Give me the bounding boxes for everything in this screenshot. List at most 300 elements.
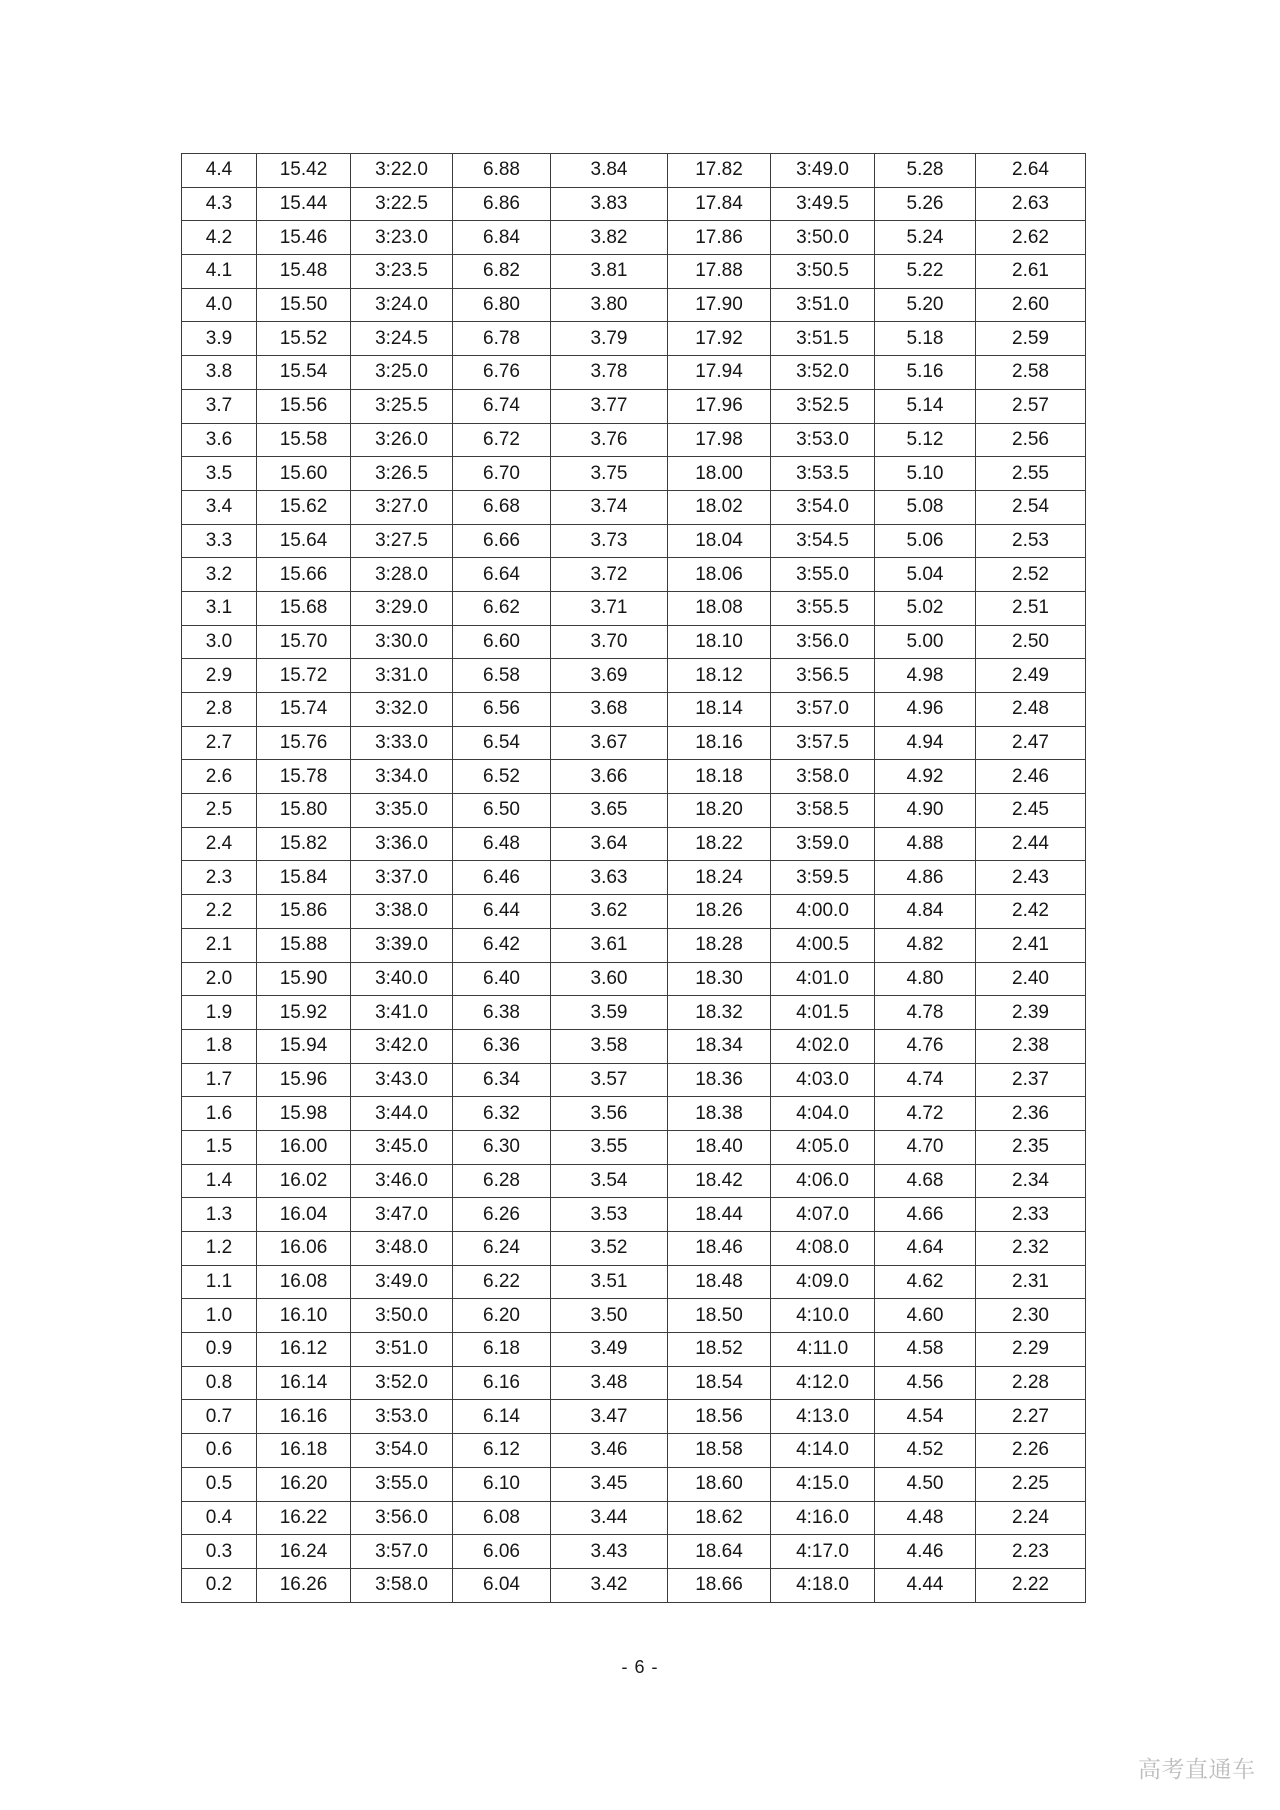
table-cell: 3.75 xyxy=(551,457,668,491)
table-row xyxy=(182,625,1086,659)
table-cell: 3.69 xyxy=(551,659,668,693)
table-cell: 3.59 xyxy=(551,996,668,1030)
table-cell: 18.48 xyxy=(668,1265,771,1299)
table-cell: 15.84 xyxy=(257,861,351,895)
table-cell: 3:24.5 xyxy=(351,322,453,356)
table-cell: 3.46 xyxy=(551,1434,668,1468)
table-cell: 18.26 xyxy=(668,895,771,929)
table-cell: 18.10 xyxy=(668,625,771,659)
table-cell: 18.52 xyxy=(668,1333,771,1367)
table-cell: 4.64 xyxy=(875,1232,976,1266)
table-cell: 2.54 xyxy=(976,490,1086,524)
table-cell: 6.44 xyxy=(453,895,551,929)
table-cell: 15.90 xyxy=(257,962,351,996)
table-cell: 4.56 xyxy=(875,1366,976,1400)
score-table-body xyxy=(182,154,1086,1603)
table-cell: 5.22 xyxy=(875,255,976,289)
table-cell: 2.31 xyxy=(976,1265,1086,1299)
table-cell: 6.46 xyxy=(453,861,551,895)
table-row xyxy=(182,558,1086,592)
table-cell: 3.64 xyxy=(551,827,668,861)
table-cell: 5.16 xyxy=(875,356,976,390)
table-cell: 18.42 xyxy=(668,1164,771,1198)
table-cell: 3:52.0 xyxy=(351,1366,453,1400)
table-cell: 4:01.5 xyxy=(771,996,875,1030)
table-cell: 2.56 xyxy=(976,423,1086,457)
table-cell: 6.56 xyxy=(453,693,551,727)
table-cell: 3:26.0 xyxy=(351,423,453,457)
table-cell: 3:42.0 xyxy=(351,1029,453,1063)
table-cell: 3.72 xyxy=(551,558,668,592)
table-cell: 3:32.0 xyxy=(351,693,453,727)
table-row xyxy=(182,524,1086,558)
table-cell: 15.66 xyxy=(257,558,351,592)
watermark-text: 高考直通车 xyxy=(1138,1756,1256,1782)
table-cell: 4.46 xyxy=(875,1535,976,1569)
table-cell: 18.62 xyxy=(668,1501,771,1535)
table-cell: 16.12 xyxy=(257,1333,351,1367)
table-row xyxy=(182,760,1086,794)
table-cell: 18.22 xyxy=(668,827,771,861)
table-cell: 4.92 xyxy=(875,760,976,794)
table-cell: 17.84 xyxy=(668,187,771,221)
table-cell: 18.60 xyxy=(668,1467,771,1501)
table-cell: 3.61 xyxy=(551,928,668,962)
table-row xyxy=(182,794,1086,828)
table-cell: 3.76 xyxy=(551,423,668,457)
table-cell: 18.38 xyxy=(668,1097,771,1131)
table-cell: 3:51.0 xyxy=(771,288,875,322)
table-cell: 1.9 xyxy=(182,996,257,1030)
table-cell: 15.82 xyxy=(257,827,351,861)
table-cell: 2.50 xyxy=(976,625,1086,659)
table-cell: 3:35.0 xyxy=(351,794,453,828)
table-cell: 18.02 xyxy=(668,490,771,524)
table-cell: 18.18 xyxy=(668,760,771,794)
table-cell: 0.9 xyxy=(182,1333,257,1367)
table-cell: 3:55.0 xyxy=(351,1467,453,1501)
table-row xyxy=(182,659,1086,693)
table-cell: 3.8 xyxy=(182,356,257,390)
table-cell: 2.55 xyxy=(976,457,1086,491)
table-cell: 3:53.5 xyxy=(771,457,875,491)
table-cell: 3:30.0 xyxy=(351,625,453,659)
table-cell: 16.04 xyxy=(257,1198,351,1232)
table-cell: 4:10.0 xyxy=(771,1299,875,1333)
table-cell: 4.88 xyxy=(875,827,976,861)
table-cell: 4.60 xyxy=(875,1299,976,1333)
table-cell: 1.6 xyxy=(182,1097,257,1131)
table-cell: 3:53.0 xyxy=(351,1400,453,1434)
table-cell: 6.20 xyxy=(453,1299,551,1333)
table-cell: 18.54 xyxy=(668,1366,771,1400)
table-cell: 1.0 xyxy=(182,1299,257,1333)
table-cell: 18.64 xyxy=(668,1535,771,1569)
table-cell: 18.34 xyxy=(668,1029,771,1063)
table-cell: 15.46 xyxy=(257,221,351,255)
table-cell: 4:02.0 xyxy=(771,1029,875,1063)
table-cell: 3:28.0 xyxy=(351,558,453,592)
table-cell: 3:47.0 xyxy=(351,1198,453,1232)
table-cell: 17.88 xyxy=(668,255,771,289)
table-cell: 6.28 xyxy=(453,1164,551,1198)
table-row xyxy=(182,154,1086,188)
table-cell: 15.48 xyxy=(257,255,351,289)
table-cell: 6.66 xyxy=(453,524,551,558)
table-cell: 17.94 xyxy=(668,356,771,390)
table-cell: 6.48 xyxy=(453,827,551,861)
table-cell: 5.00 xyxy=(875,625,976,659)
table-cell: 4:11.0 xyxy=(771,1333,875,1367)
table-cell: 3.73 xyxy=(551,524,668,558)
table-cell: 3:39.0 xyxy=(351,928,453,962)
table-row xyxy=(182,895,1086,929)
table-cell: 15.68 xyxy=(257,591,351,625)
table-cell: 6.38 xyxy=(453,996,551,1030)
table-cell: 5.24 xyxy=(875,221,976,255)
table-row xyxy=(182,322,1086,356)
page-number: - 6 - xyxy=(621,1657,659,1677)
table-cell: 4.80 xyxy=(875,962,976,996)
table-cell: 3.62 xyxy=(551,895,668,929)
table-cell: 6.14 xyxy=(453,1400,551,1434)
table-cell: 17.90 xyxy=(668,288,771,322)
table-cell: 4.94 xyxy=(875,726,976,760)
table-cell: 18.66 xyxy=(668,1568,771,1602)
table-row xyxy=(182,693,1086,727)
table-row xyxy=(182,928,1086,962)
table-cell: 6.42 xyxy=(453,928,551,962)
table-cell: 4.82 xyxy=(875,928,976,962)
table-cell: 3:59.5 xyxy=(771,861,875,895)
table-cell: 15.56 xyxy=(257,389,351,423)
table-cell: 3:54.5 xyxy=(771,524,875,558)
table-row xyxy=(182,1130,1086,1164)
table-cell: 2.1 xyxy=(182,928,257,962)
table-cell: 3.71 xyxy=(551,591,668,625)
score-table xyxy=(181,153,1086,1603)
table-cell: 4.52 xyxy=(875,1434,976,1468)
table-cell: 3:44.0 xyxy=(351,1097,453,1131)
table-cell: 3.70 xyxy=(551,625,668,659)
table-cell: 1.3 xyxy=(182,1198,257,1232)
table-cell: 2.51 xyxy=(976,591,1086,625)
table-cell: 3.63 xyxy=(551,861,668,895)
table-cell: 1.4 xyxy=(182,1164,257,1198)
table-cell: 18.46 xyxy=(668,1232,771,1266)
table-cell: 4.1 xyxy=(182,255,257,289)
table-cell: 3.82 xyxy=(551,221,668,255)
table-cell: 3:27.5 xyxy=(351,524,453,558)
table-cell: 3:56.0 xyxy=(771,625,875,659)
table-cell: 4.78 xyxy=(875,996,976,1030)
table-cell: 3:57.0 xyxy=(351,1535,453,1569)
table-cell: 3.84 xyxy=(551,154,668,188)
table-cell: 5.04 xyxy=(875,558,976,592)
table-cell: 2.64 xyxy=(976,154,1086,188)
table-cell: 3:51.0 xyxy=(351,1333,453,1367)
table-cell: 15.60 xyxy=(257,457,351,491)
table-cell: 3:41.0 xyxy=(351,996,453,1030)
table-cell: 0.4 xyxy=(182,1501,257,1535)
table-cell: 4.96 xyxy=(875,693,976,727)
table-cell: 2.33 xyxy=(976,1198,1086,1232)
table-cell: 3.57 xyxy=(551,1063,668,1097)
table-cell: 6.52 xyxy=(453,760,551,794)
table-cell: 3.2 xyxy=(182,558,257,592)
table-row xyxy=(182,1063,1086,1097)
table-cell: 15.74 xyxy=(257,693,351,727)
table-cell: 18.40 xyxy=(668,1130,771,1164)
table-cell: 18.32 xyxy=(668,996,771,1030)
table-cell: 2.48 xyxy=(976,693,1086,727)
table-cell: 2.24 xyxy=(976,1501,1086,1535)
table-cell: 3:58.0 xyxy=(351,1568,453,1602)
table-cell: 16.22 xyxy=(257,1501,351,1535)
table-cell: 4:16.0 xyxy=(771,1501,875,1535)
table-cell: 5.18 xyxy=(875,322,976,356)
table-cell: 2.32 xyxy=(976,1232,1086,1266)
table-cell: 4:09.0 xyxy=(771,1265,875,1299)
table-row xyxy=(182,1568,1086,1602)
table-cell: 18.58 xyxy=(668,1434,771,1468)
table-cell: 3.67 xyxy=(551,726,668,760)
table-cell: 3:54.0 xyxy=(351,1434,453,1468)
table-row xyxy=(182,1097,1086,1131)
table-cell: 17.82 xyxy=(668,154,771,188)
table-cell: 3.51 xyxy=(551,1265,668,1299)
table-cell: 3:25.0 xyxy=(351,356,453,390)
table-cell: 6.10 xyxy=(453,1467,551,1501)
table-cell: 0.7 xyxy=(182,1400,257,1434)
table-cell: 15.96 xyxy=(257,1063,351,1097)
table-cell: 4.50 xyxy=(875,1467,976,1501)
table-cell: 3:46.0 xyxy=(351,1164,453,1198)
table-cell: 3:49.5 xyxy=(771,187,875,221)
table-cell: 6.60 xyxy=(453,625,551,659)
table-cell: 16.08 xyxy=(257,1265,351,1299)
table-cell: 2.42 xyxy=(976,895,1086,929)
table-cell: 3:55.5 xyxy=(771,591,875,625)
table-cell: 3.3 xyxy=(182,524,257,558)
table-cell: 4:00.0 xyxy=(771,895,875,929)
table-row xyxy=(182,827,1086,861)
table-row xyxy=(182,861,1086,895)
table-cell: 2.47 xyxy=(976,726,1086,760)
table-cell: 5.02 xyxy=(875,591,976,625)
table-cell: 5.06 xyxy=(875,524,976,558)
table-row xyxy=(182,1501,1086,1535)
table-cell: 5.08 xyxy=(875,490,976,524)
table-cell: 3:37.0 xyxy=(351,861,453,895)
table-cell: 4:17.0 xyxy=(771,1535,875,1569)
table-row xyxy=(182,1535,1086,1569)
table-cell: 3:22.5 xyxy=(351,187,453,221)
table-cell: 4.98 xyxy=(875,659,976,693)
table-cell: 6.88 xyxy=(453,154,551,188)
table-cell: 15.52 xyxy=(257,322,351,356)
table-cell: 5.12 xyxy=(875,423,976,457)
table-cell: 5.28 xyxy=(875,154,976,188)
table-cell: 16.14 xyxy=(257,1366,351,1400)
table-cell: 2.35 xyxy=(976,1130,1086,1164)
table-cell: 16.06 xyxy=(257,1232,351,1266)
table-cell: 3.43 xyxy=(551,1535,668,1569)
table-cell: 6.08 xyxy=(453,1501,551,1535)
table-cell: 6.36 xyxy=(453,1029,551,1063)
table-cell: 3:58.5 xyxy=(771,794,875,828)
table-cell: 6.34 xyxy=(453,1063,551,1097)
table-cell: 18.08 xyxy=(668,591,771,625)
table-cell: 2.40 xyxy=(976,962,1086,996)
table-cell: 3:24.0 xyxy=(351,288,453,322)
table-cell: 4:04.0 xyxy=(771,1097,875,1131)
table-cell: 3:52.5 xyxy=(771,389,875,423)
table-cell: 3:26.5 xyxy=(351,457,453,491)
table-cell: 18.44 xyxy=(668,1198,771,1232)
table-cell: 6.86 xyxy=(453,187,551,221)
table-cell: 3:25.5 xyxy=(351,389,453,423)
table-cell: 2.61 xyxy=(976,255,1086,289)
table-row xyxy=(182,187,1086,221)
table-cell: 3:33.0 xyxy=(351,726,453,760)
table-cell: 4:13.0 xyxy=(771,1400,875,1434)
table-cell: 6.64 xyxy=(453,558,551,592)
table-cell: 4.74 xyxy=(875,1063,976,1097)
table-cell: 3.42 xyxy=(551,1568,668,1602)
table-cell: 4.70 xyxy=(875,1130,976,1164)
table-cell: 15.44 xyxy=(257,187,351,221)
table-cell: 1.7 xyxy=(182,1063,257,1097)
table-cell: 18.14 xyxy=(668,693,771,727)
table-cell: 3:51.5 xyxy=(771,322,875,356)
table-cell: 17.98 xyxy=(668,423,771,457)
table-cell: 3:52.0 xyxy=(771,356,875,390)
table-cell: 2.29 xyxy=(976,1333,1086,1367)
table-cell: 18.50 xyxy=(668,1299,771,1333)
table-cell: 3:23.5 xyxy=(351,255,453,289)
table-cell: 6.16 xyxy=(453,1366,551,1400)
table-cell: 15.86 xyxy=(257,895,351,929)
table-row xyxy=(182,996,1086,1030)
table-cell: 4:08.0 xyxy=(771,1232,875,1266)
table-cell: 2.2 xyxy=(182,895,257,929)
table-cell: 3:22.0 xyxy=(351,154,453,188)
table-cell: 5.26 xyxy=(875,187,976,221)
table-cell: 15.54 xyxy=(257,356,351,390)
table-cell: 3.80 xyxy=(551,288,668,322)
table-cell: 2.39 xyxy=(976,996,1086,1030)
table-row xyxy=(182,423,1086,457)
table-cell: 18.06 xyxy=(668,558,771,592)
table-cell: 0.5 xyxy=(182,1467,257,1501)
table-cell: 3.81 xyxy=(551,255,668,289)
table-cell: 15.76 xyxy=(257,726,351,760)
table-cell: 15.88 xyxy=(257,928,351,962)
table-cell: 15.50 xyxy=(257,288,351,322)
table-cell: 3:57.5 xyxy=(771,726,875,760)
table-cell: 2.49 xyxy=(976,659,1086,693)
table-cell: 2.3 xyxy=(182,861,257,895)
table-cell: 16.10 xyxy=(257,1299,351,1333)
table-cell: 3.79 xyxy=(551,322,668,356)
table-row xyxy=(182,389,1086,423)
table-row xyxy=(182,1164,1086,1198)
table-cell: 18.28 xyxy=(668,928,771,962)
table-cell: 3.66 xyxy=(551,760,668,794)
table-cell: 16.20 xyxy=(257,1467,351,1501)
table-cell: 1.1 xyxy=(182,1265,257,1299)
table-cell: 3:23.0 xyxy=(351,221,453,255)
table-cell: 0.3 xyxy=(182,1535,257,1569)
table-cell: 6.82 xyxy=(453,255,551,289)
table-cell: 4.86 xyxy=(875,861,976,895)
table-cell: 2.43 xyxy=(976,861,1086,895)
table-cell: 18.56 xyxy=(668,1400,771,1434)
table-cell: 3.48 xyxy=(551,1366,668,1400)
table-cell: 17.92 xyxy=(668,322,771,356)
table-row xyxy=(182,1198,1086,1232)
table-cell: 6.12 xyxy=(453,1434,551,1468)
table-cell: 4:00.5 xyxy=(771,928,875,962)
table-cell: 6.80 xyxy=(453,288,551,322)
table-row xyxy=(182,1333,1086,1367)
table-cell: 2.52 xyxy=(976,558,1086,592)
table-cell: 6.74 xyxy=(453,389,551,423)
table-cell: 17.96 xyxy=(668,389,771,423)
table-cell: 18.00 xyxy=(668,457,771,491)
table-cell: 15.58 xyxy=(257,423,351,457)
table-cell: 2.44 xyxy=(976,827,1086,861)
table-cell: 2.63 xyxy=(976,187,1086,221)
table-cell: 2.46 xyxy=(976,760,1086,794)
table-cell: 3:56.5 xyxy=(771,659,875,693)
table-cell: 6.04 xyxy=(453,1568,551,1602)
table-cell: 5.10 xyxy=(875,457,976,491)
table-cell: 4.44 xyxy=(875,1568,976,1602)
table-cell: 2.30 xyxy=(976,1299,1086,1333)
table-cell: 3:59.0 xyxy=(771,827,875,861)
table-cell: 2.6 xyxy=(182,760,257,794)
table-cell: 2.38 xyxy=(976,1029,1086,1063)
table-cell: 3.44 xyxy=(551,1501,668,1535)
table-cell: 3:50.5 xyxy=(771,255,875,289)
table-cell: 6.58 xyxy=(453,659,551,693)
table-cell: 3:36.0 xyxy=(351,827,453,861)
table-row xyxy=(182,1232,1086,1266)
table-cell: 2.23 xyxy=(976,1535,1086,1569)
table-cell: 4.68 xyxy=(875,1164,976,1198)
table-cell: 3.49 xyxy=(551,1333,668,1367)
table-cell: 4.4 xyxy=(182,154,257,188)
table-cell: 3.60 xyxy=(551,962,668,996)
table-cell: 3.56 xyxy=(551,1097,668,1131)
table-row xyxy=(182,288,1086,322)
table-cell: 6.22 xyxy=(453,1265,551,1299)
table-cell: 6.84 xyxy=(453,221,551,255)
table-cell: 3:45.0 xyxy=(351,1130,453,1164)
table-cell: 4.54 xyxy=(875,1400,976,1434)
table-cell: 3:50.0 xyxy=(351,1299,453,1333)
table-cell: 6.72 xyxy=(453,423,551,457)
table-cell: 4:01.0 xyxy=(771,962,875,996)
table-cell: 3.45 xyxy=(551,1467,668,1501)
table-cell: 3.6 xyxy=(182,423,257,457)
table-cell: 6.78 xyxy=(453,322,551,356)
table-cell: 6.06 xyxy=(453,1535,551,1569)
table-cell: 16.18 xyxy=(257,1434,351,1468)
table-cell: 4.76 xyxy=(875,1029,976,1063)
